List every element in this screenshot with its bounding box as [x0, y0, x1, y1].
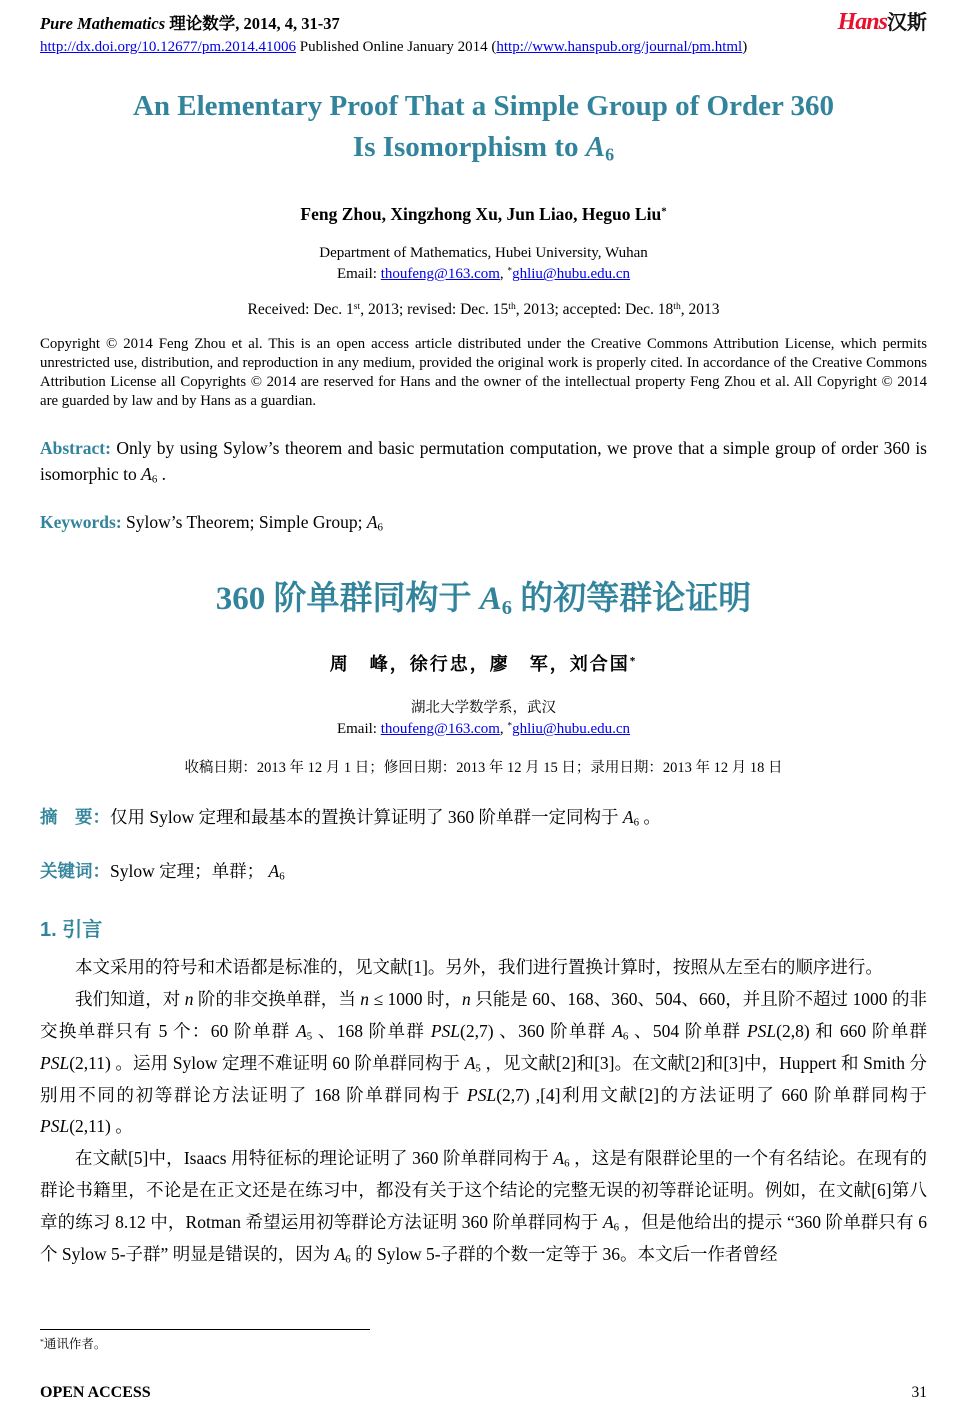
text-segment: *: [629, 655, 638, 668]
text-segment: Feng Zhou, Xingzhong Xu, Jun Liao, Heguo Liu: [300, 204, 662, 225]
paper-title-en: [40, 86, 927, 168]
text-segment: (2,7): [460, 1020, 494, 1041]
abstract-en: [40, 435, 927, 488]
text-segment: 6: [279, 870, 285, 883]
text-segment: 5: [475, 1062, 481, 1075]
keywords-cn-label: 关键词：: [40, 861, 110, 882]
email-line-cn: [40, 721, 927, 738]
text-segment: 6: [613, 1221, 620, 1234]
open-access-label: OPEN ACCESS: [40, 1384, 151, 1401]
text-segment: ，见文献[2]和[3]。在文献[2]和[3]中，Huppert 和 Smith 分别用不同的初等群论方法证明了 168 阶单群同构于: [40, 1052, 927, 1105]
text-segment: 、168 阶单群: [312, 1020, 431, 1041]
keywords-en-text: [121, 512, 383, 535]
text-segment: ): [742, 39, 748, 55]
journal-header: [40, 10, 927, 56]
text-segment: ≤ 1000 时，: [369, 989, 463, 1010]
text-segment: ,: [499, 266, 508, 283]
text-segment: 。: [638, 807, 661, 828]
authors-cn: [40, 650, 927, 676]
text-segment: , 2013; revised: Dec. 15: [360, 301, 509, 319]
text-segment: ,: [499, 721, 508, 738]
hyperlink[interactable]: thoufeng@163.com: [380, 266, 500, 283]
hans-logo-icon: Hans: [837, 9, 887, 35]
text-segment: Is Isomorphism to: [352, 131, 586, 164]
section-1-heading: 1. 引言: [40, 919, 103, 942]
abstract-cn-label: 摘 要：: [40, 807, 110, 828]
keywords-en: [40, 512, 927, 534]
footnote-corresponding-author: [40, 1334, 370, 1352]
footnote-area: [40, 1329, 370, 1352]
text-segment: A: [464, 1052, 476, 1073]
text-segment: 阶的非交换单群，当: [193, 989, 361, 1010]
text-segment: , 2013: [680, 301, 720, 319]
text-segment: *: [40, 1337, 44, 1347]
text-segment: A: [268, 861, 280, 882]
text-segment: A: [334, 1243, 346, 1264]
journal-title-line: [40, 10, 747, 34]
text-segment: 我们知道，对: [75, 989, 185, 1010]
authors-en: [40, 204, 927, 225]
paragraph-3: [40, 1143, 927, 1270]
copyright-notice: Copyright © 2014 Feng Zhou et al. This is an open access article distributed under the Creative Commons Attribution License, which permits unrestricted use, distribution, and reproduction in any medium, provided the original work is properly cited. In accordance of the Creative Commons Attribution License all Copyrights © 2014 are reserved for Hans and the owner of the intellectual property Feng Zhou et al. All Copyright © 2014 are guarded by law and by Hans as a guardian.: [40, 336, 927, 410]
text-segment: 和 660 阶单群: [809, 1020, 928, 1041]
text-segment: PSL: [40, 1052, 70, 1073]
text-segment: *: [661, 205, 667, 218]
text-segment: 只能是 60、168、360、504、660，并且阶不超过 1000 的非交换单群只有 5 个：60 阶单群: [40, 989, 928, 1041]
text-segment: *: [507, 266, 513, 277]
text-segment: 6: [605, 144, 615, 165]
text-segment: n: [462, 989, 471, 1010]
section-1-body: [40, 952, 927, 1270]
text-segment: Published Online January 2014 (: [295, 39, 497, 55]
text-segment: 6: [345, 1253, 351, 1266]
page-number: 31: [911, 1384, 927, 1401]
hyperlink[interactable]: thoufeng@163.com: [380, 721, 500, 738]
text-segment: (2,11): [69, 1116, 111, 1137]
affiliation-en: Department of Mathematics, Hubei University, Wuhan: [319, 245, 648, 262]
text-segment: th: [673, 301, 681, 313]
text-segment: Received: Dec. 1: [247, 301, 354, 319]
text-segment: 、504 阶单群: [628, 1020, 747, 1041]
text-segment: ,[4]利用文献[2]的方法证明了 660 阶单群同构于: [529, 1084, 927, 1105]
affiliation-cn: 湖北大学数学系，武汉: [411, 700, 556, 717]
text-segment: A: [296, 1020, 307, 1041]
text-segment: 360 阶单群同构于: [215, 581, 480, 618]
hyperlink[interactable]: http://www.hanspub.org/journal/pm.html: [496, 39, 743, 55]
received-line-cn: 收稿日期：2013 年 12 月 1 日；修回日期：2013 年 12 月 15 日；录用日期：2013 年 12 月 18 日: [184, 760, 783, 777]
text-segment: A: [553, 1148, 565, 1169]
text-segment: , 2013; accepted: Dec. 18: [515, 301, 674, 319]
text-segment: *: [507, 721, 513, 732]
text-segment: Email:: [336, 266, 381, 283]
text-segment: (2,7): [496, 1084, 530, 1105]
paper-title-cn: [40, 572, 927, 620]
paper-title-en-line2: [353, 131, 614, 163]
text-segment: A: [366, 512, 378, 533]
text-segment: 6: [622, 1030, 629, 1043]
text-segment: PSL: [430, 1020, 461, 1041]
hyperlink[interactable]: ghliu@hubu.edu.cn: [512, 721, 631, 738]
hans-logo-cn-text: 汉斯: [887, 12, 927, 34]
abstract-cn: [40, 803, 927, 832]
text-segment: th: [508, 301, 516, 313]
text-segment: PSL: [467, 1084, 497, 1105]
abstract-en-text: [40, 438, 927, 487]
text-segment: 的初等群论证明: [511, 581, 752, 618]
text-segment: Email:: [336, 721, 381, 738]
text-segment: 6: [501, 597, 512, 620]
text-segment: ，这是有限群论里的一个有名结论。在现有的群论书籍里，不论是在正文还是在练习中，都没有关于这个结论的完整无误的初等群论证明。例如，在文献[6]第八章的练习 8.12 中，Rotman 希望运用初等群论方法证明 360 阶单群同构于: [40, 1148, 928, 1232]
text-segment: st: [353, 301, 361, 313]
keywords-cn: [40, 858, 927, 883]
hyperlink[interactable]: ghliu@hubu.edu.cn: [512, 266, 631, 283]
text-segment: 6: [564, 1157, 570, 1170]
email-line-en: [40, 266, 927, 283]
text-segment: 通讯作者。: [43, 1337, 107, 1351]
text-segment: 周 峰，徐行忠，廖 军，刘合国: [329, 654, 630, 675]
hyperlink[interactable]: http://dx.doi.org/10.12677/pm.2014.41006: [40, 39, 296, 55]
keywords-cn-text: [110, 861, 285, 881]
text-segment: PSL: [746, 1020, 777, 1041]
abstract-en-label: Abstract:: [40, 438, 111, 459]
text-segment: Sylow’s Theorem; Simple Group;: [121, 512, 367, 533]
text-segment: 5: [306, 1030, 313, 1043]
text-segment: 在文献[5]中，Isaacs 用特征标的理论证明了 360 阶单群同构于: [75, 1148, 554, 1169]
paragraph-2: [40, 984, 927, 1143]
text-segment: 6: [633, 816, 639, 829]
text-segment: A: [612, 1020, 623, 1041]
text-segment: 6: [377, 522, 383, 535]
paper-title-en-line1: An Elementary Proof That a Simple Group of Order 360: [132, 90, 835, 122]
text-segment: 的 Sylow 5-子群的个数一定等于 36。本文后一作者曾经: [350, 1243, 778, 1264]
paragraph-1: [40, 952, 927, 984]
text-segment: Sylow 定理；单群；: [110, 861, 269, 882]
page-footer: [40, 1384, 927, 1402]
text-segment: Only by using Sylow’s theorem and basic permutation computation, we prove that a simple group of order 360 is isomorphic to: [40, 438, 927, 485]
keywords-en-label: Keywords:: [40, 512, 122, 533]
text-segment: PSL: [40, 1116, 70, 1137]
text-segment: Pure Mathematics: [40, 14, 166, 33]
footnote-separator: [40, 1329, 370, 1330]
hans-logo: [838, 10, 927, 34]
text-segment: 。运用 Sylow 定理不难证明 60 阶单群同构于: [110, 1052, 465, 1073]
text-segment: A: [602, 1211, 614, 1232]
text-segment: (2,11): [69, 1052, 111, 1073]
text-segment: 仅用 Sylow 定理和最基本的置换计算证明了 360 阶单群一定同构于: [110, 807, 623, 828]
text-segment: n: [184, 989, 194, 1010]
received-line-en: [40, 301, 927, 319]
text-segment: 、360 阶单群: [493, 1020, 613, 1041]
journal-info: [40, 10, 747, 56]
text-segment: .: [157, 464, 166, 485]
text-segment: 理论数学, 2014, 4, 31-37: [165, 14, 340, 33]
text-segment: A: [141, 464, 152, 485]
doi-line: [40, 39, 747, 56]
abstract-cn-text: [110, 807, 661, 827]
text-segment: 。: [110, 1116, 133, 1137]
text-segment: ，但是他给出的提示 “360 阶单群只有 6 个 Sylow 5-子群” 明显是错误的，因为: [40, 1211, 927, 1264]
text-segment: n: [360, 989, 370, 1010]
text-segment: A: [622, 807, 634, 828]
text-segment: 本文采用的符号和术语都是标准的，见文献[1]。另外，我们进行置换计算时，按照从左至右的顺序进行。: [75, 957, 883, 978]
text-segment: A: [585, 131, 606, 164]
text-segment: (2,8): [776, 1020, 810, 1041]
text-segment: 6: [151, 474, 158, 487]
text-segment: A: [479, 581, 502, 618]
